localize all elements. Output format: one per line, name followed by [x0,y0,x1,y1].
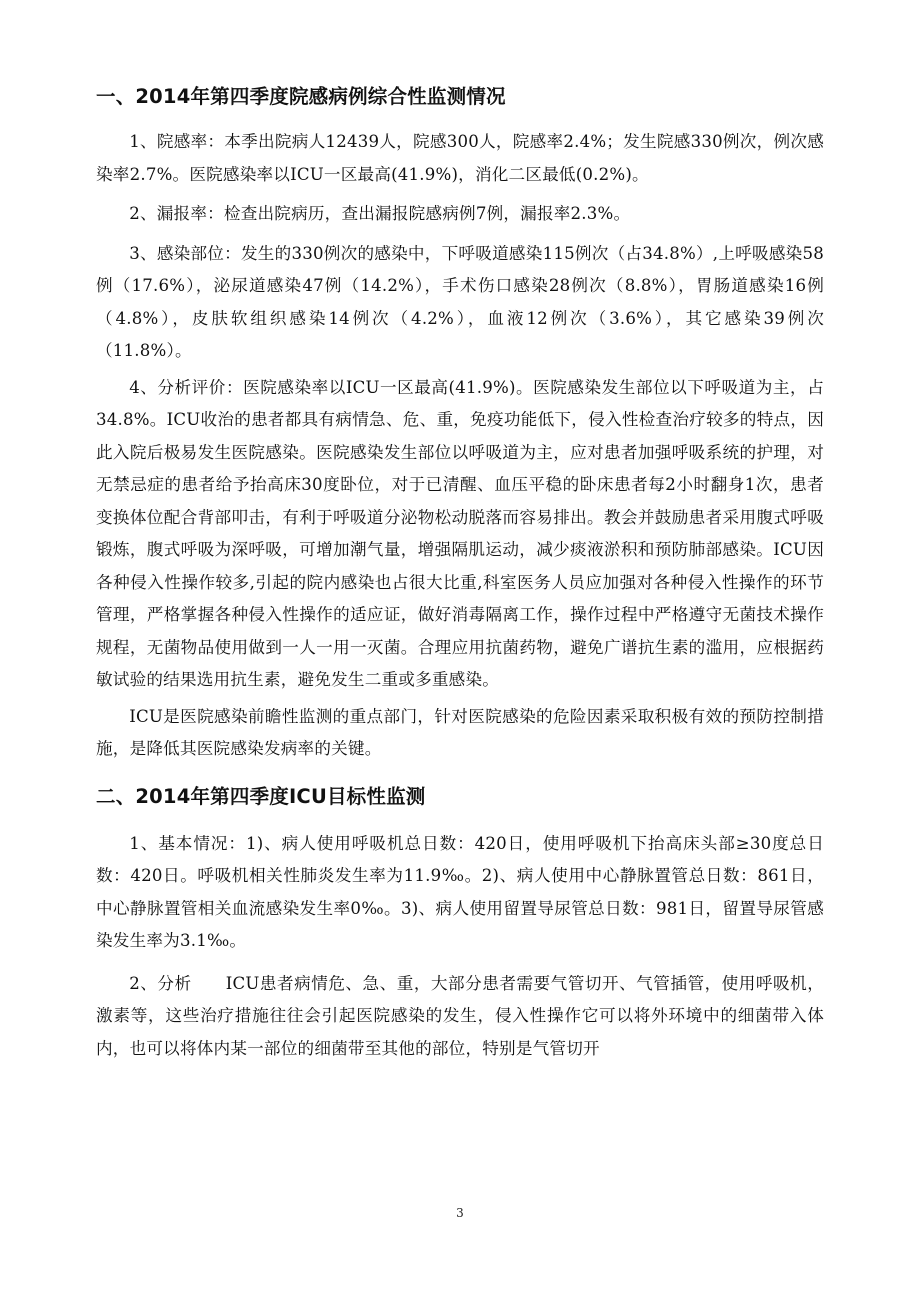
document-page [96,82,824,1065]
section-1-heading: 一、2014年第四季度院感病例综合性监测情况 [96,85,506,108]
analysis-paragraph: 4、分析评价：医院感染率以ICU一区最高(41.9%)。医院感染发生部位以下呼吸道为主，占34.8%。ICU收治的患者都具有病情急、危、重，免疫功能低下，侵入性检查治疗较多的特点，因此入院后极易发生医院感染。医院感染发生部位以呼吸道为主，应对患者加强呼吸系统的护理，对无禁忌症的患者给予抬高床30度卧位，对于已清醒、血压平稳的卧床患者每2小时翻身1次，患者变换体位配合背部叩击，有利于呼吸道分泌物松动脱落而容易排出。教会并鼓励患者采用腹式呼吸锻炼，腹式呼吸为深呼吸，可增加潮气量，增强隔肌运动，减少痰液淤积和预防肺部感染。ICU因各种侵入性操作较多,引起的院内感染也占很大比重,科室医务人员应加强对各种侵入性操作的环节管理，严格掌握各种侵入性操作的适应证，做好消毒隔离工作，操作过程中严格遵守无菌技术操作规程，无菌物品使用做到一人一用一灭菌。合理应用抗菌药物，避免广谱抗生素的滥用，应根据药敏试验的结果选用抗生素，避免发生二重或多重感染。 [96,377,824,689]
icu-analysis-paragraph: 2、分析 ICU患者病情危、急、重，大部分患者需要气管切开、气管插管，使用呼吸机，激素等，这些治疗措施往往会引起医院感染的发生，侵入性操作它可以将外环境中的细菌带入体内，也可以将体内某一部位的细菌带至其他的部位，特别是气管切开 [96,973,824,1058]
infection-site-paragraph: 3、感染部位：发生的330例次的感染中，下呼吸道感染115例次（占34.8%）,上呼吸感染58例（17.6%），泌尿道感染47例（14.2%），手术伤口感染28例次（8.8%），胃肠道感染16例（4.8%），皮肤软组织感染14例次（4.2%），血液12例次（3.6%），其它感染39例次（11.8%）。 [96,243,824,360]
page-number: 3 [456,1206,464,1220]
underreport-rate-paragraph: 2、漏报率：检查出院病历，查出漏报院感病例7例，漏报率2.3%。 [129,204,631,223]
icu-key-department-paragraph: ICU是医院感染前瞻性监测的重点部门，针对医院感染的危险因素采取积极有效的预防控制措施，是降低其医院感染发病率的关键。 [96,706,824,758]
basic-situation-paragraph: 1、基本情况：1)、病人使用呼吸机总日数：420日，使用呼吸机下抬高床头部≥30度总日数：420日。呼吸机相关性肺炎发生率为11.9‰。2)、病人使用中心静脉置管总日数：861日，中心静脉置管相关血流感染发生率0‰。3)、病人使用留置导尿管总日数：981日，留置导尿管感染发生率为3.1‰。 [96,833,824,950]
section-2-heading: 二、2014年第四季度ICU目标性监测 [96,784,426,808]
infection-rate-paragraph: 1、院感率：本季出院病人12439人，院感300人，院感率2.4%；发生院感330例次，例次感染率2.7%。医院感染率以ICU一区最高(41.9%)，消化二区最低(0.2%)。 [96,132,824,184]
